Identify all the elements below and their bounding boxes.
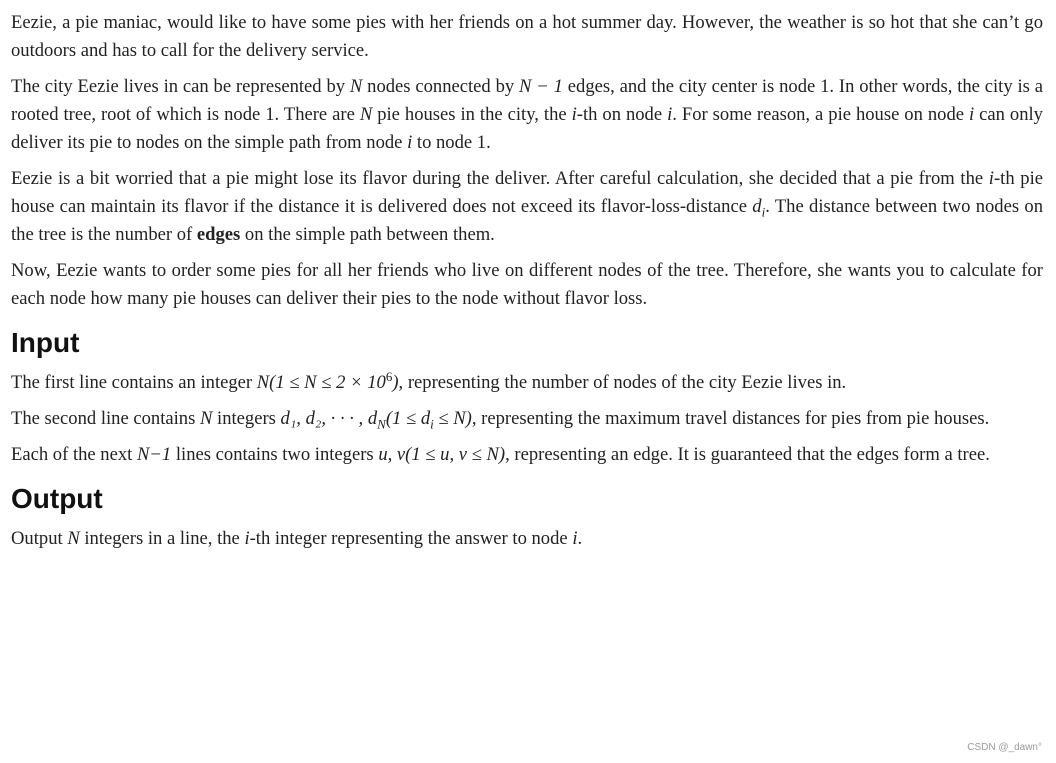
edges-emphasis: edges	[196, 224, 241, 245]
output-line: Output N integers in a line, the i-th integer representing the answer to node i.	[11, 528, 583, 549]
watermark: CSDN @_dawn°	[967, 742, 1042, 753]
input-line-2: The second line contains N integers d₁, d₂, · · · , $d_N(1 \le d_i \le N)$, representing the maximum travel distances for pies from pie houses.	[11, 408, 990, 432]
input-line-1: The first line contains an integer $N(1 \le N \le 2 \times 10^6)$, representing the number of nodes of the city Eezie lives in.	[11, 368, 847, 393]
output-heading: Output	[11, 483, 103, 514]
input-heading: Input	[11, 327, 80, 358]
input-line-3: Each of the next N−1 lines contains two integers u, v(1 ≤ u, v ≤ N), representing an edge. It is guaranteed that the edges form a tree.	[11, 444, 990, 465]
statement-paragraph-1: Eezie, a pie maniac, would like to have some pies with her friends on a hot summer day. However, the weather is so hot that she can’t go outdoors and has to call for the delivery service.	[11, 12, 1043, 61]
statement-paragraph-4: Now, Eezie wants to order some pies for all her friends who live on different nodes of the tree. Therefore, she wants you to calculate for each node how many pie houses can deliver their pies to the node without flavor loss.	[11, 260, 1043, 309]
statement-paragraph-2: The city Eezie lives in can be represented by N nodes connected by N − 1 edges, and the city center is node 1. In other words, the city is a rooted tree, root of which is node 1. There are N pie houses in the city, the i-th on node i. For some reason, a pie house on node i can only deliver its pie to nodes on the simple path from node i to node 1.	[11, 76, 1043, 153]
problem-statement	[11, 9, 1043, 561]
statement-paragraph-3: Eezie is a bit worried that a pie might lose its flavor during the deliver. After careful calculation, she decided that a pie from the i-th pie house can maintain its flavor if the distance it is delivered does not exceed its flavor-loss-distance $d_i$. The distance between two nodes on the tree is the number of edges on the simple path between them.	[11, 168, 1043, 245]
